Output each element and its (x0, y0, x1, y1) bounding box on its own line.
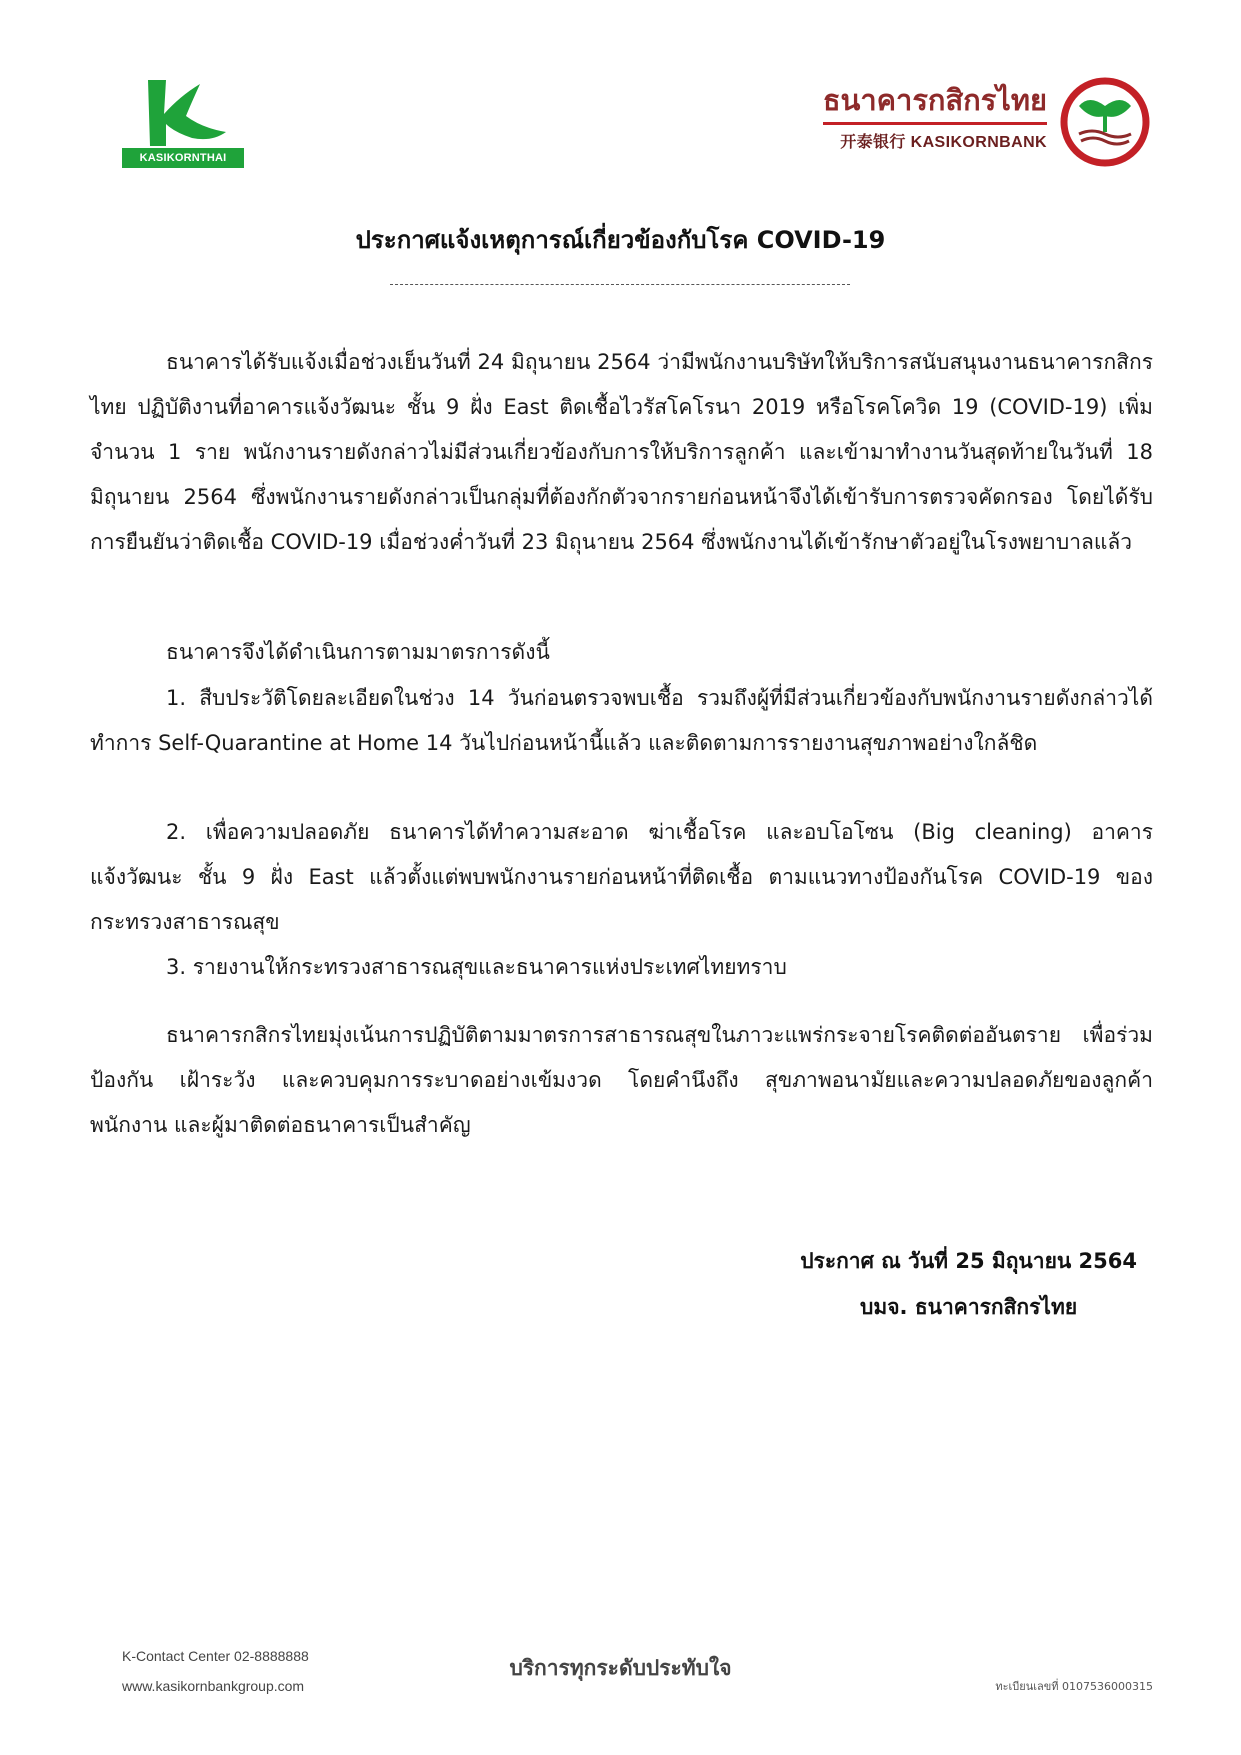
kasikornthai-logo (122, 76, 246, 168)
paragraph-measures-intro: ธนาคารจึงได้ดำเนินการตามมาตรการดังนี้ (166, 640, 550, 664)
signatory-company: บมจ. ธนาคารกสิกรไทย (860, 1295, 1078, 1319)
measure-item-1: 1. สืบประวัติโดยละเอียดในช่วง 14 วันก่อนตรวจพบเชื้อ รวมถึงผู้ที่มีส่วนเกี่ยวข้องกับพนักงานรายดังกล่าวได้ทำการ Self-Quarantine at Home 14 วันไปก่อนหน้านี้แล้ว และติดตามการรายงานสุขภาพอย่างใกล้ชิด (90, 686, 1153, 755)
paragraph-commitment: ธนาคารกสิกรไทยมุ่งเน้นการปฏิบัติตามมาตรการสาธารณสุขในภาวะแพร่กระจายโรคติดต่ออันตราย เพื่อร่วมป้องกัน เฝ้าระวัง และควบคุมการระบาดอย่างเข้มงวด โดยคำนึงถึง สุขภาพอนามัยและความปลอดภัยของลูกค้า พนักงาน และผู้มาติดต่อธนาคารเป็นสำคัญ (90, 1023, 1153, 1137)
kasikornthai-label: KASIKORNTHAI (122, 148, 244, 168)
kasikornbank-wordmark (823, 80, 1047, 152)
footer-website: www.kasikornbankgroup.com (122, 1678, 305, 1694)
footer-slogan: บริการทุกระดับประทับใจ (509, 1656, 732, 1680)
signature-block (800, 1238, 1137, 1330)
footer-contact-center: K-Contact Center 02-8888888 (122, 1648, 309, 1664)
announcement-date: ประกาศ ณ วันที่ 25 มิถุนายน 2564 (800, 1249, 1137, 1273)
kasikornbank-emblem-icon (1059, 76, 1151, 172)
title-divider (390, 284, 850, 285)
brand-english-name: 开泰银行 KASIKORNBANK (840, 134, 1047, 151)
measure-item-3: 3. รายงานให้กระทรวงสาธารณสุขและธนาคารแห่งประเทศไทยทราบ (166, 955, 787, 979)
announcement-title: ประกาศแจ้งเหตุการณ์เกี่ยวข้องกับโรค COVID-19 (355, 226, 886, 254)
footer-registration-number: ทะเบียนเลขที่ 0107536000315 (995, 1680, 1153, 1693)
kasikornthai-k-icon (140, 76, 230, 150)
brand-thai-name: ธนาคารกสิกรไทย (823, 80, 1047, 125)
paragraph-incident: ธนาคารได้รับแจ้งเมื่อช่วงเย็นวันที่ 24 มิถุนายน 2564 ว่ามีพนักงานบริษัทให้บริการสนับสนุนงานธนาคารกสิกรไทย ปฏิบัติงานที่อาคารแจ้งวัฒนะ ชั้น 9 ฝั่ง East ติดเชื้อไวรัสโคโรนา 2019 หรือโรคโควิด 19 (COVID-19) เพิ่มจำนวน 1 ราย พนักงานรายดังกล่าวไม่มีส่วนเกี่ยวข้องกับการให้บริการลูกค้า และเข้ามาทำงานวันสุดท้ายในวันที่ 18 มิถุนายน 2564 ซึ่งพนักงานรายดังกล่าวเป็นกลุ่มที่ต้องกักตัวจากรายก่อนหน้าจึงได้เข้ารับการตรวจคัดกรอง โดยได้รับการยืนยันว่าติดเชื้อ COVID-19 เมื่อช่วงค่ำวันที่ 23 มิถุนายน 2564 ซึ่งพนักงานได้เข้ารักษาตัวอยู่ในโรงพยาบาลแล้ว (90, 350, 1153, 554)
measure-item-2: 2. เพื่อความปลอดภัย ธนาคารได้ทำความสะอาด ฆ่าเชื้อโรค และอบโอโซน (Big cleaning) อาคารแจ้งวัฒนะ ชั้น 9 ฝั่ง East แล้วตั้งแต่พบพนักงานรายก่อนหน้าที่ติดเชื้อ ตามแนวทางป้องกันโรค COVID-19 ของกระทรวงสาธารณสุข (90, 820, 1153, 934)
